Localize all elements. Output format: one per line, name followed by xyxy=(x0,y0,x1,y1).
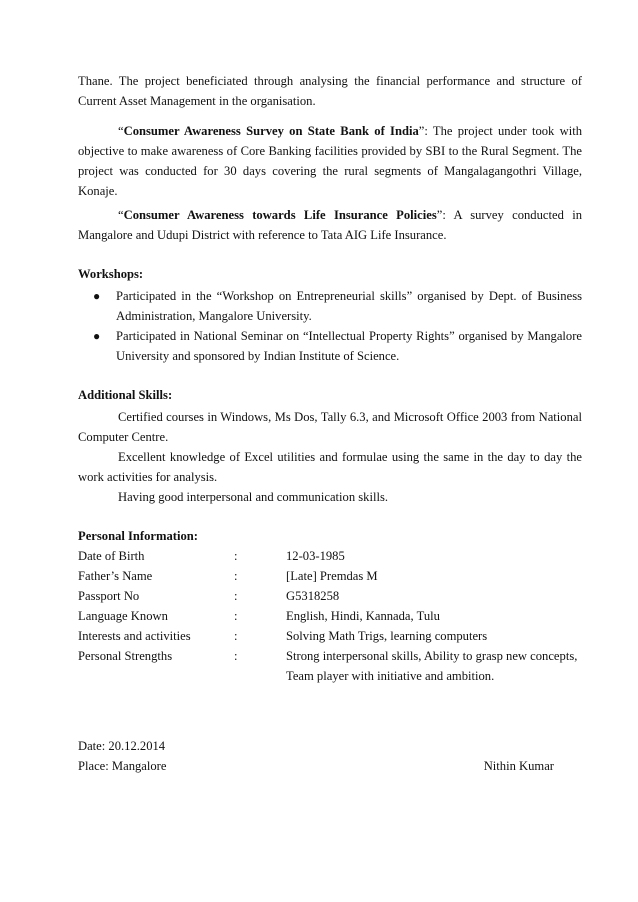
workshop-item: ● Participated in National Seminar on “Intellectual Property Rights” organised by Mangalore University and sponsored by Indian Institute of Science. xyxy=(78,326,582,366)
footer-date: Date: 20.12.2014 xyxy=(78,739,166,753)
info-row-passport: Passport No : G5318258 xyxy=(78,589,340,603)
footer-row xyxy=(78,756,582,776)
bullet-icon: ● xyxy=(93,289,101,303)
footer-place: Place: Mangalore xyxy=(78,759,167,773)
workshop-item: ● Participated in the “Workshop on Entrepreneurial skills” organised by Dept. of Business Administration, Mangalore University. xyxy=(78,286,582,326)
info-row-dob: Date of Birth : 12-03-1985 xyxy=(78,549,345,563)
skill-item: Excellent knowledge of Excel utilities and formulae using the same in the day to day the work activities for analysis. xyxy=(78,450,582,484)
project-insurance: “Consumer Awareness towards Life Insurance Policies”: A survey conducted in Mangalore and Udupi District with reference to Tata AIG Life Insurance. xyxy=(78,208,582,242)
personal-heading: Personal Information: xyxy=(78,529,198,543)
info-row-language: Language Known : English, Hindi, Kannada, Tulu xyxy=(78,609,440,623)
skill-item: Having good interpersonal and communication skills. xyxy=(118,490,389,504)
workshops-list xyxy=(78,286,582,366)
skill-item: Certified courses in Windows, Ms Dos, Tally 6.3, and Microsoft Office 2003 from National Computer Centre. xyxy=(78,410,582,444)
project-sbi-title: Consumer Awareness Survey on State Bank of India xyxy=(123,124,419,138)
info-row-strengths: Personal Strengths : Strong interpersonal skills, Ability to grasp new concepts, Team player with initiative and ambition. xyxy=(78,649,578,683)
bullet-icon: ● xyxy=(93,329,101,343)
project-sbi: “Consumer Awareness Survey on State Bank of India”: The project under took with objective to make awareness of Core Banking facilities provided by SBI to the Rural Segment. The project was conducted for 30 days covering the rural segments of Mangalagangothri Village, Konaje. xyxy=(78,124,582,198)
personal-info-table xyxy=(78,546,582,686)
info-row-father: Father’s Name : [Late] Premdas M xyxy=(78,569,378,583)
intro-paragraph: Thane. The project beneficiated through analysing the financial performance and structure of Current Asset Management in the organisation. xyxy=(78,74,582,108)
project-sbi-desc: : The project under took with objective to make awareness of Core Banking facilities provided by SBI to the Rural Segment. The project was conducted for 30 days covering the rural segments of Mangalagangothri Village, Konaje. xyxy=(78,124,582,198)
signature-name: Nithin Kumar xyxy=(483,759,554,773)
workshops-heading: Workshops: xyxy=(78,267,144,281)
info-row-interests: Interests and activities : Solving Math Trigs, learning computers xyxy=(78,629,488,643)
project-insurance-title: Consumer Awareness towards Life Insurance Policies xyxy=(123,208,437,222)
project-insurance-desc: : A survey conducted in Mangalore and Udupi District with reference to Tata AIG Life Insurance. xyxy=(78,208,582,242)
skills-heading: Additional Skills: xyxy=(78,388,173,402)
